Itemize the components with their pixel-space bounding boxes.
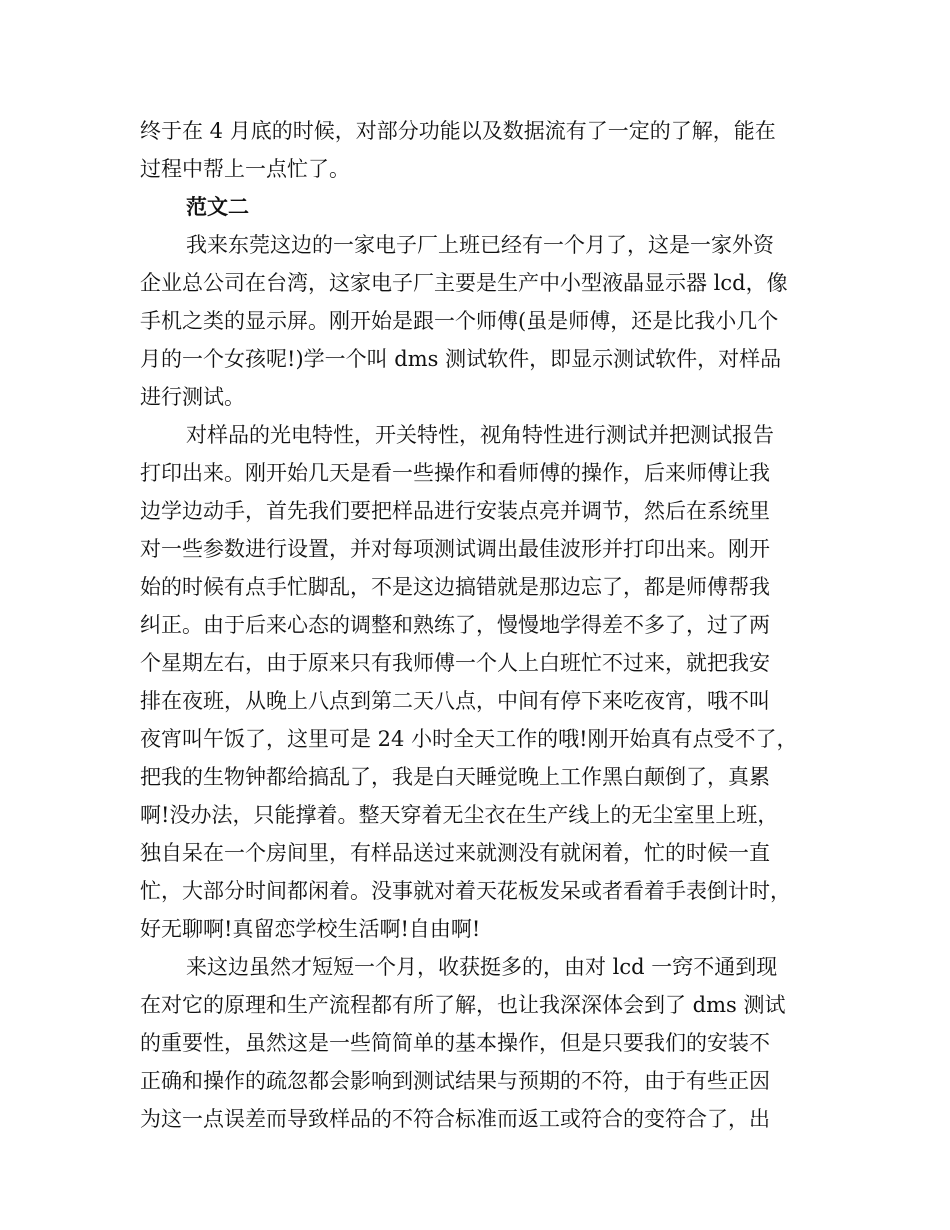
text-line: 企业总公司在台湾，这家电子厂主要是生产中小型液晶显示器 lcd，像 [140,271,788,295]
text-line: 个星期左右，由于原来只有我师傅一个人上白班忙不过来，就把我安 [140,651,770,675]
text-line: 我来东莞这边的一家电子厂上班已经有一个月了，这是一家外资 [186,233,774,257]
text-line: 来这边虽然才短短一个月，收获挺多的，由对 lcd 一窍不通到现 [186,955,778,979]
text-line: 夜宵叫午饭了，这里可是 24 小时全天工作的哦!刚开始真有点受不了， [140,727,798,751]
text-line: 月的一个女孩呢!)学一个叫 dms 测试软件，即显示测试软件，对样品 [140,347,782,371]
text-line: 进行测试。 [140,385,245,409]
text-line: 手机之类的显示屏。刚开始是跟一个师傅(虽是师傅，还是比我小几个 [140,309,779,333]
text-line: 好无聊啊!真留恋学校生活啊!自由啊! [140,917,481,941]
intro-paragraph [140,112,808,188]
text-line: 为这一点误差而导致样品的不符合标准而返工或符合的变符合了，出 [140,1107,770,1131]
text-line: 对样品的光电特性，开关特性，视角特性进行测试并把测试报告 [186,423,774,447]
text-line: 过程中帮上一点忙了。 [140,157,350,181]
text-line: 把我的生物钟都给搞乱了，我是白天睡觉晚上工作黑白颠倒了，真累 [140,765,770,789]
text-line: 对一些参数进行设置，并对每项测试调出最佳波形并打印出来。刚开 [140,537,770,561]
text-line: 忙，大部分时间都闲着。没事就对着天花板发呆或者看着手表倒计时， [140,879,791,903]
text-line: 排在夜班，从晚上八点到第二天八点，中间有停下来吃夜宵，哦不叫 [140,689,770,713]
paragraph-2 [140,416,808,948]
text-line: 边学边动手，首先我们要把样品进行安装点亮并调节，然后在系统里 [140,499,770,523]
text-line: 终于在 4 月底的时候，对部分功能以及数据流有了一定的了解，能在 [140,119,776,143]
paragraph-3 [140,948,808,1138]
section-heading: 范文二 [186,194,249,219]
text-line: 纠正。由于后来心态的调整和熟练了，慢慢地学得差不多了，过了两 [140,613,770,637]
text-line: 始的时候有点手忙脚乱，不是这边搞错就是那边忘了，都是师傅帮我 [140,575,770,599]
text-line: 啊!没办法，只能撑着。整天穿着无尘衣在生产线上的无尘室里上班， [140,803,779,827]
text-line: 的重要性，虽然这是一些简简单的基本操作，但是只要我们的安装不 [140,1031,770,1055]
text-line: 正确和操作的疏忽都会影响到测试结果与预期的不符，由于有些正因 [140,1069,770,1093]
text-line: 独自呆在一个房间里，有样品送过来就测没有就闲着，忙的时候一直 [140,841,770,865]
paragraph-1 [140,226,808,416]
document-page [140,112,808,1138]
text-line: 在对它的原理和生产流程都有所了解，也让我深深体会到了 dms 测试 [140,993,786,1017]
text-line: 打印出来。刚开始几天是看一些操作和看师傅的操作，后来师傅让我 [140,461,770,485]
